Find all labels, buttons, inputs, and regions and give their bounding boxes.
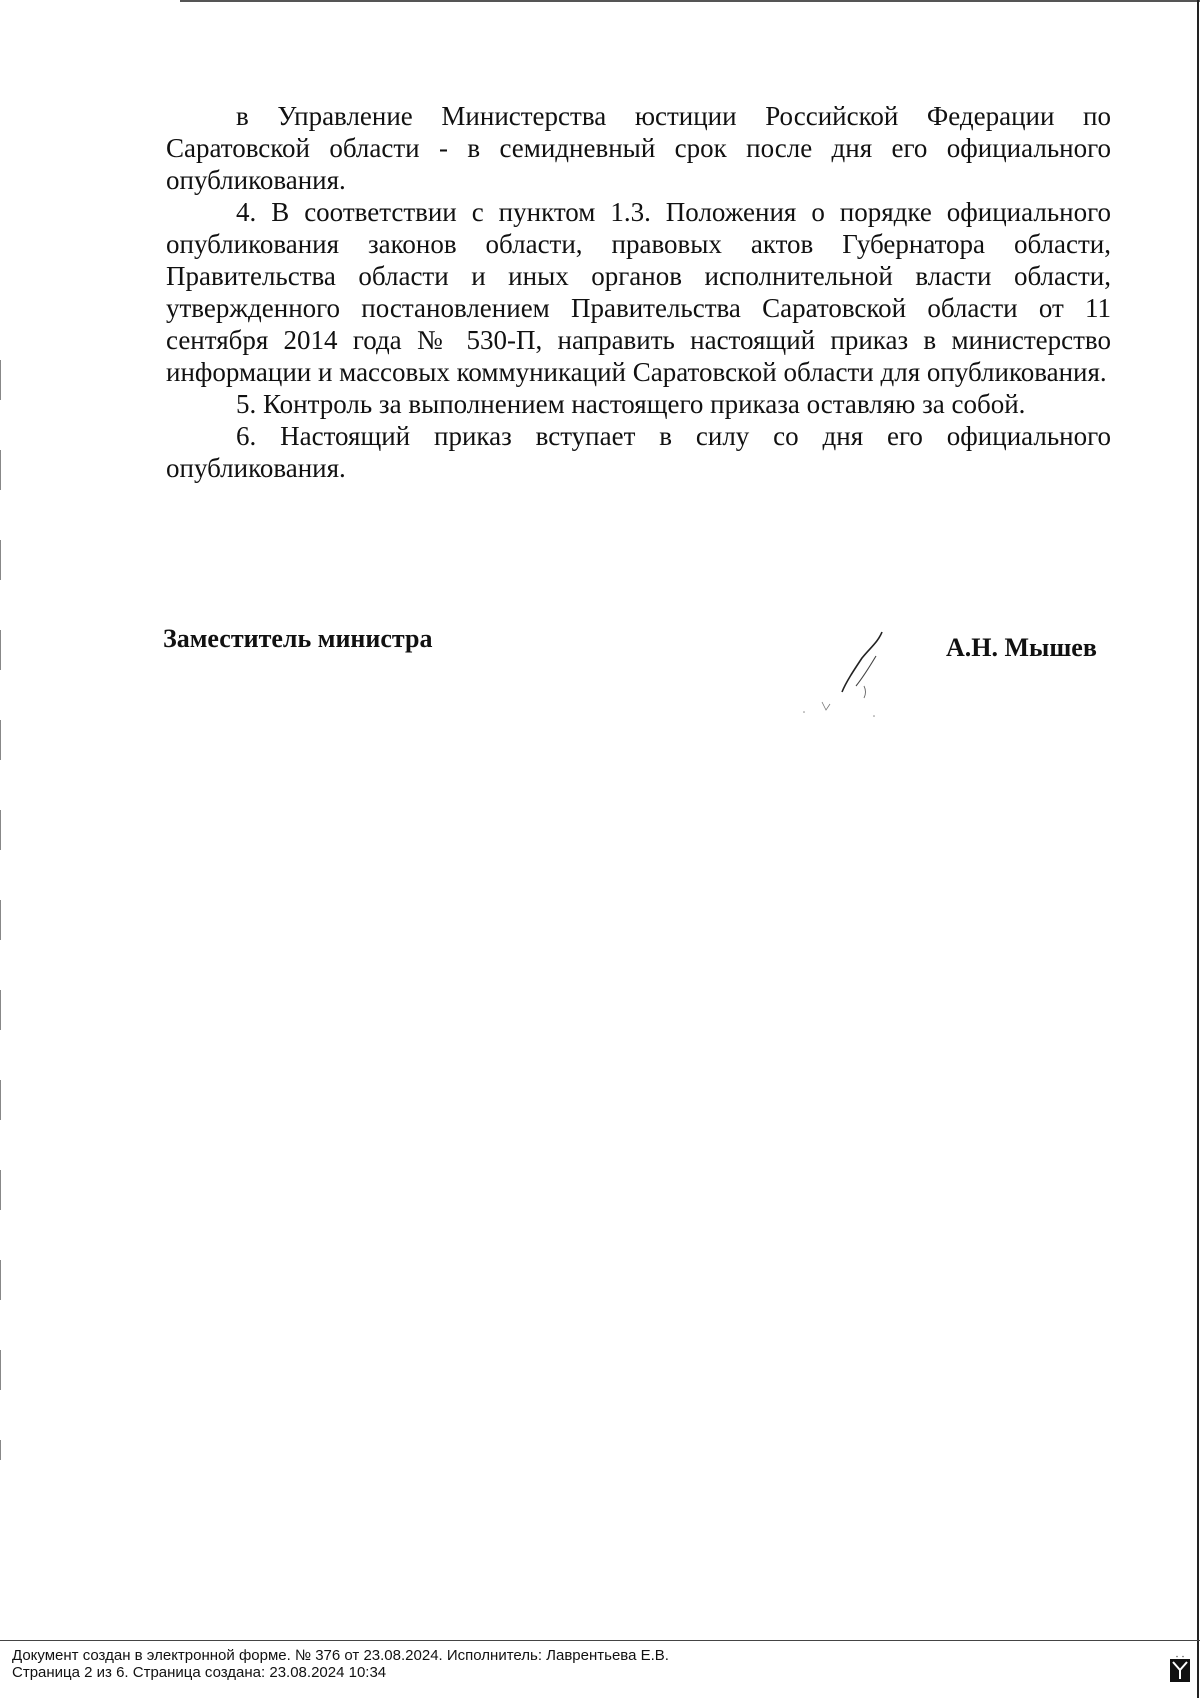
paragraph-item-6: 6. Настоящий приказ вступает в силу со дня его официального опубликования.: [166, 421, 1111, 483]
scan-edge-right: [1197, 0, 1199, 1698]
document-body: [166, 100, 1111, 484]
signer-title: Заместитель министра: [163, 624, 433, 653]
paragraph-item-4: 4. В соответствии с пунктом 1.3. Положения о порядке официального опубликования законов области, правовых актов Губернатора области, Правительства области и иных органов исполнительной власти области, утвержденного постановлением Правительства Саратовской области от 11 сентября 2014 года № 530-П, направить настоящий приказ в министерство информации и массовых коммуникаций Саратовской области для опубликования.: [166, 197, 1111, 387]
scan-edge-left: [0, 360, 1, 1460]
signer-name: А.Н. Мышев: [946, 633, 1097, 662]
footer-document-info: Документ создан в электронной форме. № 376 от 23.08.2024. Исполнитель: Лаврентьева Е.В.: [12, 1647, 669, 1664]
footer-divider: [0, 1640, 1200, 1641]
paragraph-item-5: 5. Контроль за выполнением настоящего приказа оставляю за собой.: [236, 389, 1026, 419]
handwritten-signature: [790, 620, 910, 730]
paragraph-continuation: в Управление Министерства юстиции Российской Федерации по Саратовской области - в семидневный срок после дня его официального опубликования.: [166, 101, 1111, 195]
footer-page-info: Страница 2 из 6. Страница создана: 23.08.2024 10:34: [12, 1664, 387, 1681]
document-footer: [12, 1647, 669, 1681]
scan-edge-top: [180, 0, 1200, 2]
coat-of-arms-icon: [1169, 1655, 1191, 1683]
